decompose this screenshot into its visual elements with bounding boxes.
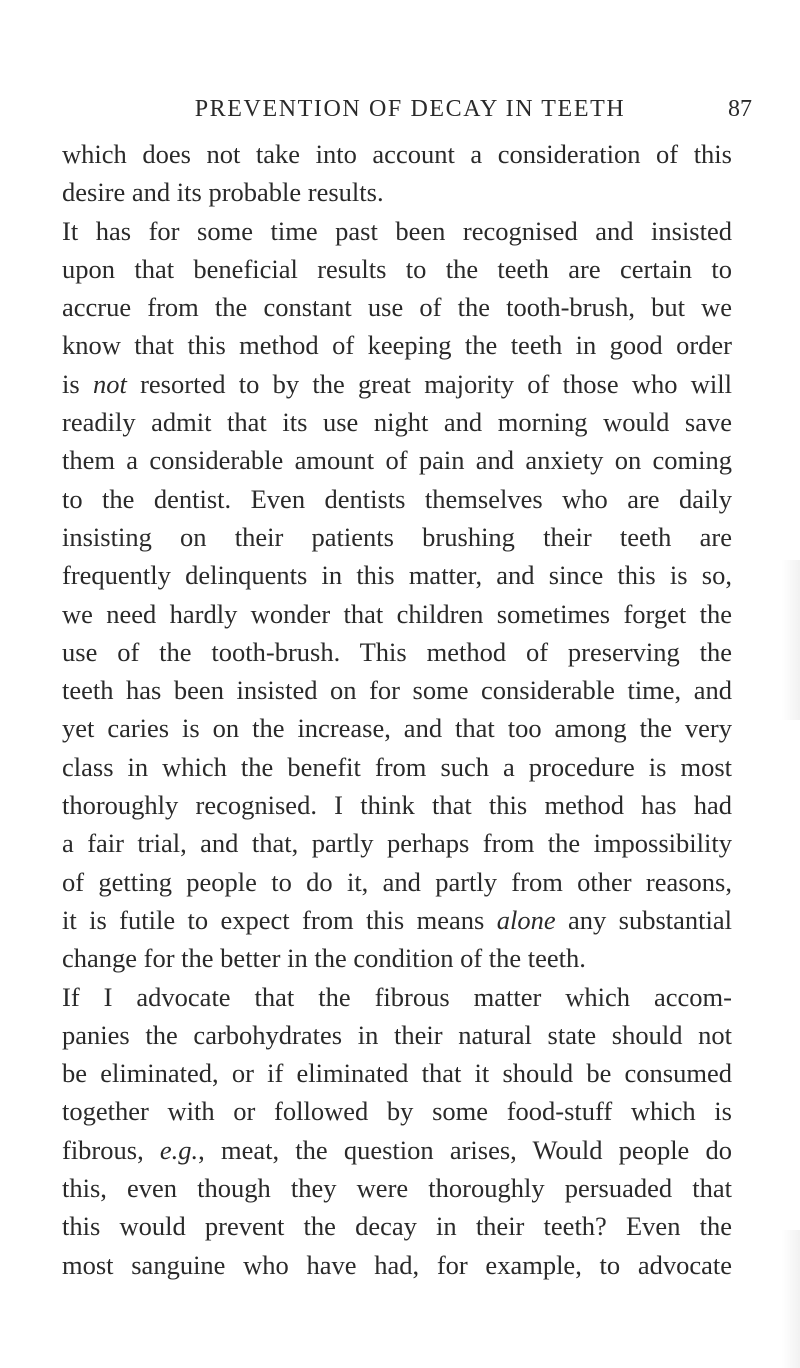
- text-line: panies the carbohydrates in their natural state should not: [62, 1019, 732, 1050]
- text-line: readily admit that its use night and morning would save: [62, 407, 732, 438]
- text-line: this, even though they were thoroughly persuaded that: [62, 1173, 732, 1204]
- italic-word: alone: [496, 904, 556, 935]
- running-head: [60, 92, 760, 126]
- text-line: them a considerable amount of pain and anxiety on coming: [62, 445, 732, 476]
- text-line: it is futile to expect from this means alone any substantial: [62, 904, 732, 935]
- text-line: change for the better in the condition of the teeth.: [62, 943, 586, 974]
- scan-edge-shadow: [782, 560, 800, 720]
- italic-word: not: [92, 368, 127, 399]
- text-line: It has for some time past been recognised and insisted: [62, 215, 732, 246]
- text-line: together with or followed by some food-stuff which is: [62, 1096, 732, 1127]
- text-line: insisting on their patients brushing their teeth are: [62, 521, 732, 552]
- text-line: be eliminated, or if eliminated that it should be consumed: [62, 1058, 732, 1089]
- text-line: know that this method of keeping the teeth in good order: [62, 330, 732, 361]
- text-line: use of the tooth-brush. This method of preserving the: [62, 636, 732, 667]
- text-line: thoroughly recognised. I think that this method has had: [62, 790, 732, 821]
- running-title: PREVENTION OF DECAY IN TEETH: [194, 96, 626, 122]
- italic-word: e.g.: [159, 1134, 199, 1165]
- page-number: 87: [728, 96, 752, 122]
- text-line: upon that beneficial results to the teeth are certain to: [62, 253, 732, 284]
- text-line: a fair trial, and that, partly perhaps from the impossibility: [62, 828, 732, 859]
- text-line: of getting people to do it, and partly from other reasons,: [62, 866, 732, 897]
- text-line: If I advocate that the fibrous matter which accom-: [62, 981, 732, 1012]
- text-line: we need hardly wonder that children sometimes forget the: [62, 598, 732, 629]
- text-line: yet caries is on the increase, and that too among the very: [62, 713, 732, 744]
- text-line: which does not take into account a consideration of this: [62, 139, 732, 169]
- text-line: most sanguine who have had, for example, to advocate: [62, 1249, 732, 1280]
- text-line: fibrous, e.g., meat, the question arises, Would people do: [62, 1134, 733, 1165]
- text-line: teeth has been insisted on for some considerable time, and: [62, 675, 732, 706]
- text-line: frequently delinquents in this matter, and since this is so,: [62, 560, 732, 591]
- body-text: [62, 135, 732, 1284]
- text-line: to the dentist. Even dentists themselves who are daily: [62, 483, 732, 514]
- text-line: class in which the benefit from such a procedure is most: [62, 751, 732, 782]
- scan-edge-shadow-lower: [782, 1230, 800, 1368]
- text-line: this would prevent the decay in their teeth? Even the: [62, 1211, 732, 1242]
- text-line: accrue from the constant use of the tooth-brush, but we: [62, 292, 732, 323]
- text-line: desire and its probable results.: [62, 177, 384, 208]
- text-line: is not resorted to by the great majority of those who will: [62, 368, 732, 399]
